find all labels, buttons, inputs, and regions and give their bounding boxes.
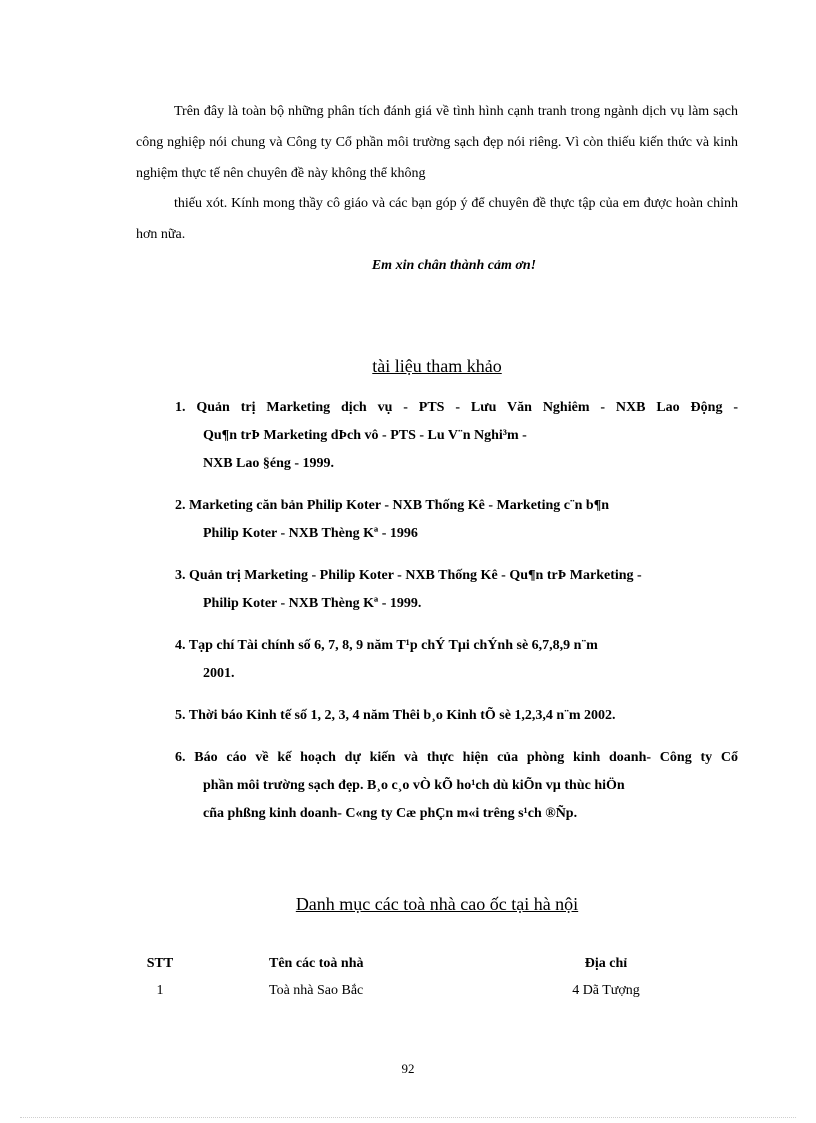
- reference-line: Qu¶n trÞ Marketing dÞch vô - PTS - Lu V¨n Nghi³m -: [203, 428, 527, 443]
- second-paragraph: [136, 188, 738, 250]
- reference-line: 2001.: [203, 666, 235, 681]
- reference-line: 1. Quản trị Marketing dịch vụ - PTS - Lưu Văn Nghiêm - NXB Lao Động -: [175, 400, 738, 415]
- table-row: [136, 983, 696, 1010]
- column-header-address: Địa chỉ: [584, 956, 628, 971]
- column-header-stt: STT: [146, 956, 174, 971]
- table-cell-address: 4 Dã Tượng: [572, 983, 640, 998]
- references-title: tài liệu tham khảo: [372, 356, 502, 376]
- reference-item: [175, 492, 738, 548]
- reference-item: [175, 394, 738, 478]
- column-header-name: Tên các toà nhà: [269, 956, 364, 971]
- reference-line: phần môi trường sạch đẹp. B¸o c¸o vÒ kÕ ho¹ch dù kiÕn vµ thùc hiÖn: [203, 778, 625, 793]
- reference-item: [175, 744, 738, 828]
- reference-item: [175, 632, 738, 688]
- reference-line: Philip Koter - NXB Thèng Kª - 1996: [203, 526, 418, 541]
- page-border-line: [20, 1117, 796, 1118]
- buildings-table: [136, 956, 696, 1010]
- references-list: [175, 394, 738, 842]
- reference-line: 4. Tạp chí Tài chính số 6, 7, 8, 9 năm T¹p chÝ Tµi chÝnh sè 6,7,8,9 n¨m: [175, 638, 598, 653]
- page-number: 92: [401, 1061, 415, 1076]
- intro-paragraph: [136, 96, 738, 189]
- reference-line: NXB Lao §éng - 1999.: [203, 456, 335, 471]
- paragraph-2: thiếu xót. Kính mong thầy cô giáo và các bạn góp ý để chuyên đề thực tập của em được hoàn chỉnh hơn nữa.: [136, 196, 738, 242]
- buildings-title: Danh mục các toà nhà cao ốc tại hà nội: [295, 894, 579, 914]
- paragraph-1: Trên đây là toàn bộ những phân tích đánh giá về tình hình cạnh tranh trong ngành dịch vụ làm sạch công nghiệp nói chung và Công ty Cổ phần môi trường sạch đẹp nói riêng. Vì còn thiếu kiến thức và kinh nghiệm thực tế nên chuyên đề này không thể không: [136, 104, 738, 181]
- reference-line: Philip Koter - NXB Thèng Kª - 1999.: [203, 596, 422, 611]
- table-cell-name: Toà nhà Sao Bắc: [269, 983, 364, 998]
- reference-line: 2. Marketing căn bản Philip Koter - NXB Thống Kê - Marketing c¨n b¶n: [175, 498, 610, 513]
- table-cell-stt: 1: [156, 983, 164, 998]
- closing-thanks: Em xin chân thành cảm ơn!: [371, 258, 537, 273]
- reference-line: 3. Quản trị Marketing - Philip Koter - NXB Thống Kê - Qu¶n trÞ Marketing -: [175, 568, 642, 583]
- reference-line: 6. Báo cáo về kế hoạch dự kiến và thực hiện của phòng kinh doanh- Công ty Cổ: [175, 750, 738, 765]
- reference-item: [175, 562, 738, 618]
- reference-item: [175, 702, 738, 730]
- reference-line: 5. Thời báo Kinh tế số 1, 2, 3, 4 năm Thêi b¸o Kinh tÕ sè 1,2,3,4 n¨m 2002.: [175, 708, 616, 723]
- table-header-row: [136, 956, 696, 983]
- reference-line: cña phßng kinh doanh- C«ng ty Cæ phÇn m«i trêng s¹ch ®Ñp.: [203, 806, 578, 821]
